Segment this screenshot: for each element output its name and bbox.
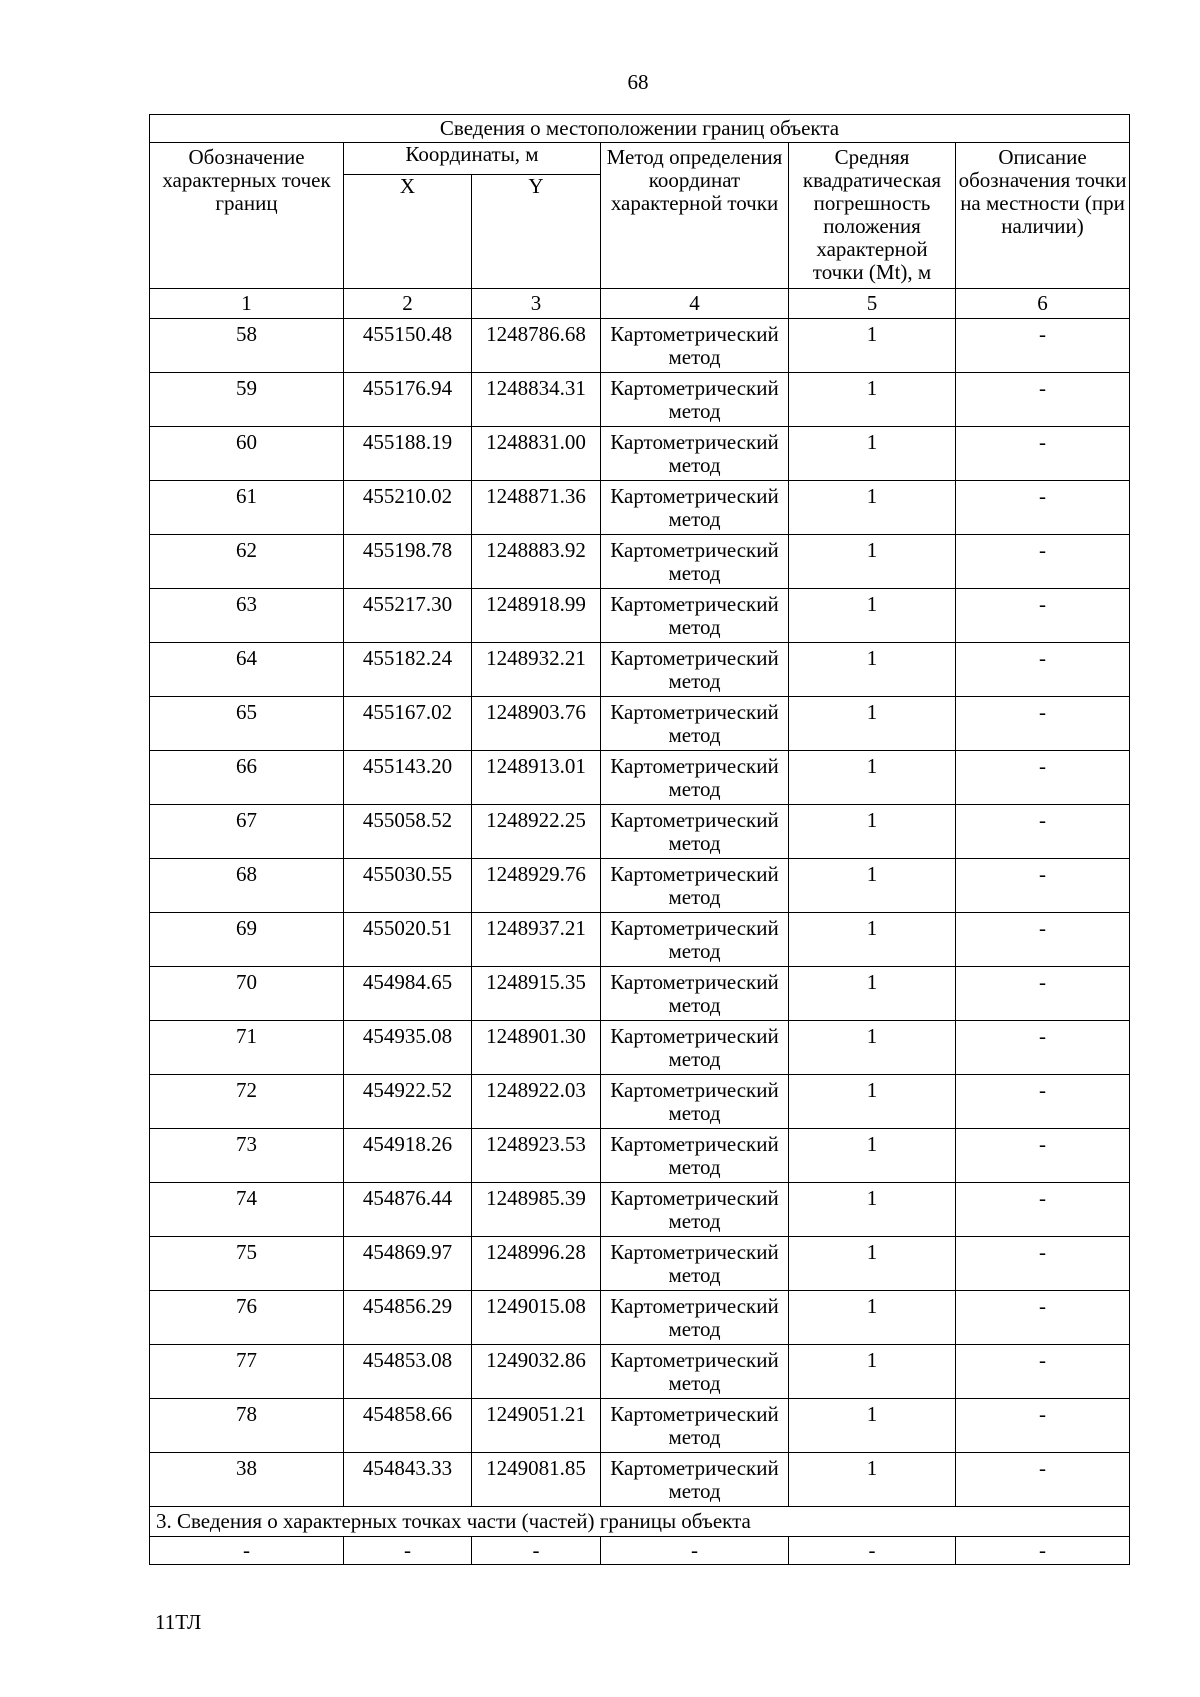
y-cell: 1248932.21 (472, 643, 601, 697)
table-cell: - (601, 1537, 789, 1565)
table-row (150, 1129, 1130, 1183)
description-cell: - (956, 643, 1130, 697)
method-cell: Картометрический метод (601, 1237, 789, 1291)
description-cell: - (956, 1075, 1130, 1129)
mean-error-cell: 1 (789, 751, 956, 805)
table-row (150, 373, 1130, 427)
section-3-row (150, 1537, 1130, 1565)
mean-error-cell: 1 (789, 859, 956, 913)
header-y: Y (472, 175, 601, 289)
table-row (150, 427, 1130, 481)
table-cell: - (789, 1537, 956, 1565)
table-row (150, 535, 1130, 589)
description-cell: - (956, 1453, 1130, 1507)
column-number-row (150, 289, 1130, 319)
description-cell: - (956, 1021, 1130, 1075)
footer-mark: 11ТЛ (155, 1610, 202, 1634)
method-cell: Картометрический метод (601, 967, 789, 1021)
mean-error-cell: 1 (789, 427, 956, 481)
description-cell: - (956, 967, 1130, 1021)
y-cell: 1248831.00 (472, 427, 601, 481)
table-row (150, 1345, 1130, 1399)
point-cell: 70 (150, 967, 344, 1021)
table-row (150, 751, 1130, 805)
description-cell: - (956, 1237, 1130, 1291)
mean-error-cell: 1 (789, 1453, 956, 1507)
method-cell: Картометрический метод (601, 859, 789, 913)
mean-error-cell: 1 (789, 1345, 956, 1399)
description-cell: - (956, 319, 1130, 373)
table-row (150, 1075, 1130, 1129)
x-cell: 455167.02 (344, 697, 472, 751)
description-cell: - (956, 373, 1130, 427)
description-cell: - (956, 535, 1130, 589)
point-cell: 77 (150, 1345, 344, 1399)
page-number: 68 (627, 70, 649, 94)
y-cell: 1248786.68 (472, 319, 601, 373)
point-cell: 67 (150, 805, 344, 859)
header-point-designation: Обозначение характерных точек границ (150, 143, 344, 289)
x-cell: 454918.26 (344, 1129, 472, 1183)
mean-error-cell: 1 (789, 697, 956, 751)
point-cell: 72 (150, 1075, 344, 1129)
method-cell: Картометрический метод (601, 481, 789, 535)
method-cell: Картометрический метод (601, 1291, 789, 1345)
point-cell: 73 (150, 1129, 344, 1183)
y-cell: 1248901.30 (472, 1021, 601, 1075)
method-cell: Картометрический метод (601, 1075, 789, 1129)
mean-error-cell: 1 (789, 535, 956, 589)
point-cell: 74 (150, 1183, 344, 1237)
x-cell: 454876.44 (344, 1183, 472, 1237)
x-cell: 455176.94 (344, 373, 472, 427)
method-cell: Картометрический метод (601, 589, 789, 643)
mean-error-cell: 1 (789, 373, 956, 427)
table-row (150, 1399, 1130, 1453)
table-cell: - (344, 1537, 472, 1565)
y-cell: 1248929.76 (472, 859, 601, 913)
point-cell: 66 (150, 751, 344, 805)
method-cell: Картометрический метод (601, 913, 789, 967)
method-cell: Картометрический метод (601, 751, 789, 805)
method-cell: Картометрический метод (601, 1129, 789, 1183)
method-cell: Картометрический метод (601, 1345, 789, 1399)
method-cell: Картометрический метод (601, 805, 789, 859)
x-cell: 454984.65 (344, 967, 472, 1021)
y-cell: 1248922.03 (472, 1075, 601, 1129)
point-cell: 60 (150, 427, 344, 481)
point-cell: 58 (150, 319, 344, 373)
method-cell: Картометрический метод (601, 373, 789, 427)
y-cell: 1248915.35 (472, 967, 601, 1021)
table-row (150, 1021, 1130, 1075)
x-cell: 454922.52 (344, 1075, 472, 1129)
description-cell: - (956, 859, 1130, 913)
mean-error-cell: 1 (789, 589, 956, 643)
mean-error-cell: 1 (789, 1021, 956, 1075)
table-row (150, 589, 1130, 643)
column-number: 5 (789, 289, 956, 319)
mean-error-cell: 1 (789, 1291, 956, 1345)
table-row (150, 1183, 1130, 1237)
column-number: 6 (956, 289, 1130, 319)
description-cell: - (956, 1129, 1130, 1183)
method-cell: Картометрический метод (601, 319, 789, 373)
y-cell: 1249032.86 (472, 1345, 601, 1399)
section-3-title: 3. Сведения о характерных точках части (частей) границы объекта (150, 1507, 1130, 1537)
mean-error-cell: 1 (789, 1237, 956, 1291)
table-row (150, 967, 1130, 1021)
point-cell: 61 (150, 481, 344, 535)
x-cell: 455030.55 (344, 859, 472, 913)
description-cell: - (956, 805, 1130, 859)
column-number: 2 (344, 289, 472, 319)
method-cell: Картометрический метод (601, 643, 789, 697)
table-row (150, 805, 1130, 859)
point-cell: 64 (150, 643, 344, 697)
table-row (150, 913, 1130, 967)
description-cell: - (956, 1291, 1130, 1345)
x-cell: 455182.24 (344, 643, 472, 697)
x-cell: 455150.48 (344, 319, 472, 373)
mean-error-cell: 1 (789, 319, 956, 373)
header-mean-error: Средняя квадратическая погрешность положения характерной точки (Mt), м (789, 143, 956, 289)
method-cell: Картометрический метод (601, 1399, 789, 1453)
y-cell: 1249081.85 (472, 1453, 601, 1507)
table-row (150, 319, 1130, 373)
x-cell: 454853.08 (344, 1345, 472, 1399)
method-cell: Картометрический метод (601, 427, 789, 481)
y-cell: 1248913.01 (472, 751, 601, 805)
mean-error-cell: 1 (789, 1075, 956, 1129)
point-cell: 75 (150, 1237, 344, 1291)
y-cell: 1249015.08 (472, 1291, 601, 1345)
point-cell: 76 (150, 1291, 344, 1345)
mean-error-cell: 1 (789, 481, 956, 535)
point-cell: 71 (150, 1021, 344, 1075)
method-cell: Картометрический метод (601, 697, 789, 751)
point-cell: 69 (150, 913, 344, 967)
x-cell: 455217.30 (344, 589, 472, 643)
column-number: 3 (472, 289, 601, 319)
y-cell: 1248871.36 (472, 481, 601, 535)
y-cell: 1248996.28 (472, 1237, 601, 1291)
table-row (150, 643, 1130, 697)
header-x: X (344, 175, 472, 289)
x-cell: 455210.02 (344, 481, 472, 535)
y-cell: 1248922.25 (472, 805, 601, 859)
table-row (150, 859, 1130, 913)
mean-error-cell: 1 (789, 1183, 956, 1237)
point-cell: 62 (150, 535, 344, 589)
description-cell: - (956, 589, 1130, 643)
y-cell: 1248985.39 (472, 1183, 601, 1237)
y-cell: 1248903.76 (472, 697, 601, 751)
description-cell: - (956, 481, 1130, 535)
method-cell: Картометрический метод (601, 1453, 789, 1507)
x-cell: 455188.19 (344, 427, 472, 481)
mean-error-cell: 1 (789, 967, 956, 1021)
column-number: 1 (150, 289, 344, 319)
description-cell: - (956, 1183, 1130, 1237)
mean-error-cell: 1 (789, 913, 956, 967)
y-cell: 1248834.31 (472, 373, 601, 427)
mean-error-cell: 1 (789, 1129, 956, 1183)
header-description: Описание обозначения точки на местности (при наличии) (956, 143, 1130, 289)
mean-error-cell: 1 (789, 1399, 956, 1453)
x-cell: 455198.78 (344, 535, 472, 589)
boundary-coordinates-table (149, 114, 1130, 1565)
point-cell: 78 (150, 1399, 344, 1453)
method-cell: Картометрический метод (601, 535, 789, 589)
x-cell: 454935.08 (344, 1021, 472, 1075)
description-cell: - (956, 427, 1130, 481)
x-cell: 455143.20 (344, 751, 472, 805)
x-cell: 455020.51 (344, 913, 472, 967)
table-row (150, 697, 1130, 751)
point-cell: 65 (150, 697, 344, 751)
table-cell: - (956, 1537, 1130, 1565)
header-method: Метод определения координат характерной точки (601, 143, 789, 289)
table-row (150, 481, 1130, 535)
x-cell: 454869.97 (344, 1237, 472, 1291)
mean-error-cell: 1 (789, 643, 956, 697)
y-cell: 1248883.92 (472, 535, 601, 589)
x-cell: 454843.33 (344, 1453, 472, 1507)
description-cell: - (956, 1399, 1130, 1453)
y-cell: 1248918.99 (472, 589, 601, 643)
point-cell: 59 (150, 373, 344, 427)
description-cell: - (956, 751, 1130, 805)
method-cell: Картометрический метод (601, 1021, 789, 1075)
table-row (150, 1291, 1130, 1345)
description-cell: - (956, 913, 1130, 967)
y-cell: 1248937.21 (472, 913, 601, 967)
description-cell: - (956, 1345, 1130, 1399)
column-number: 4 (601, 289, 789, 319)
point-cell: 38 (150, 1453, 344, 1507)
x-cell: 455058.52 (344, 805, 472, 859)
table-cell: - (150, 1537, 344, 1565)
description-cell: - (956, 697, 1130, 751)
x-cell: 454856.29 (344, 1291, 472, 1345)
method-cell: Картометрический метод (601, 1183, 789, 1237)
table-row (150, 1237, 1130, 1291)
mean-error-cell: 1 (789, 805, 956, 859)
table-title: Сведения о местоположении границ объекта (150, 115, 1130, 143)
x-cell: 454858.66 (344, 1399, 472, 1453)
point-cell: 63 (150, 589, 344, 643)
table-row (150, 1453, 1130, 1507)
header-coordinates: Координаты, м (344, 143, 601, 175)
y-cell: 1248923.53 (472, 1129, 601, 1183)
y-cell: 1249051.21 (472, 1399, 601, 1453)
table-cell: - (472, 1537, 601, 1565)
point-cell: 68 (150, 859, 344, 913)
